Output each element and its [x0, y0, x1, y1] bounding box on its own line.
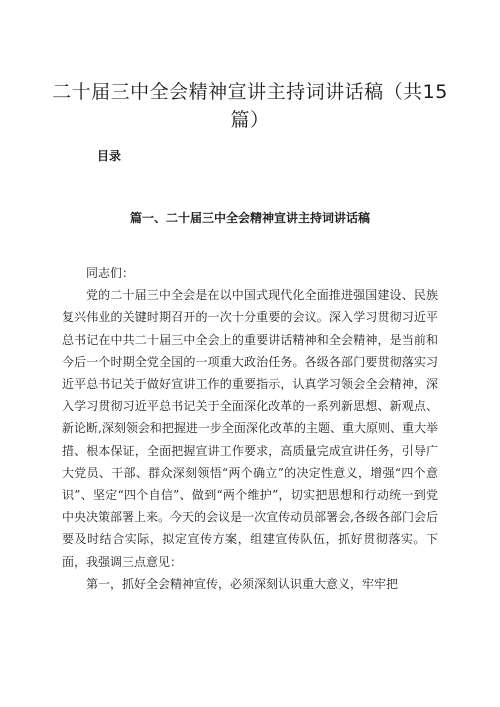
greeting: 同志们： [86, 266, 135, 280]
body-text [62, 262, 438, 595]
toc-label: 目录 [97, 149, 122, 163]
paragraph-2: 第一，抓好全会精神宣传，必须深刻认识重大意义，牢牢把 [86, 576, 399, 591]
document-title: 二十届三中全会精神宣讲主持词讲话稿（共15篇） [52, 81, 448, 131]
section-title: 篇一、二十届三中全会精神宣讲主持词讲话稿 [129, 211, 370, 225]
paragraph-1: 党的二十届三中全会是在以中国式现代化全面推进强国建设、民族复兴伟业的关键时期召开的一次十分重要的会议。深入学习贯彻习近平总书记在中共二十届三中全会上的重要讲话精神和全会精神，是当前和今后一个时期全党全国的一项重大政治任务。各级各部门要贯彻落实习近平总书记关于做好宣讲工作的重要指示，认真学习领会全会精神，深入学习贯彻习近平总书记关于全面深化改革的一系列新思想、新观点、新论断,深刻领会和把握进一步全面深化改革的主题、重大原则、重大举措、根本保证，全面把握宣讲工作要求，高质量完成宣讲任务，引导广大党员、干部、群众深刻领悟“两个确立”的决定性意义，增强“四个意识”、坚定“四个自信”、做到“两个维护”，切实把思想和行动统一到党中央决策部署上来。今天的会议是一次宣传动员部署会,各级各部门会后要及时结合实际，拟定宣传方案，组建宣传队伍，抓好贯彻落实。下面，我强调三点意见： [62, 288, 438, 569]
